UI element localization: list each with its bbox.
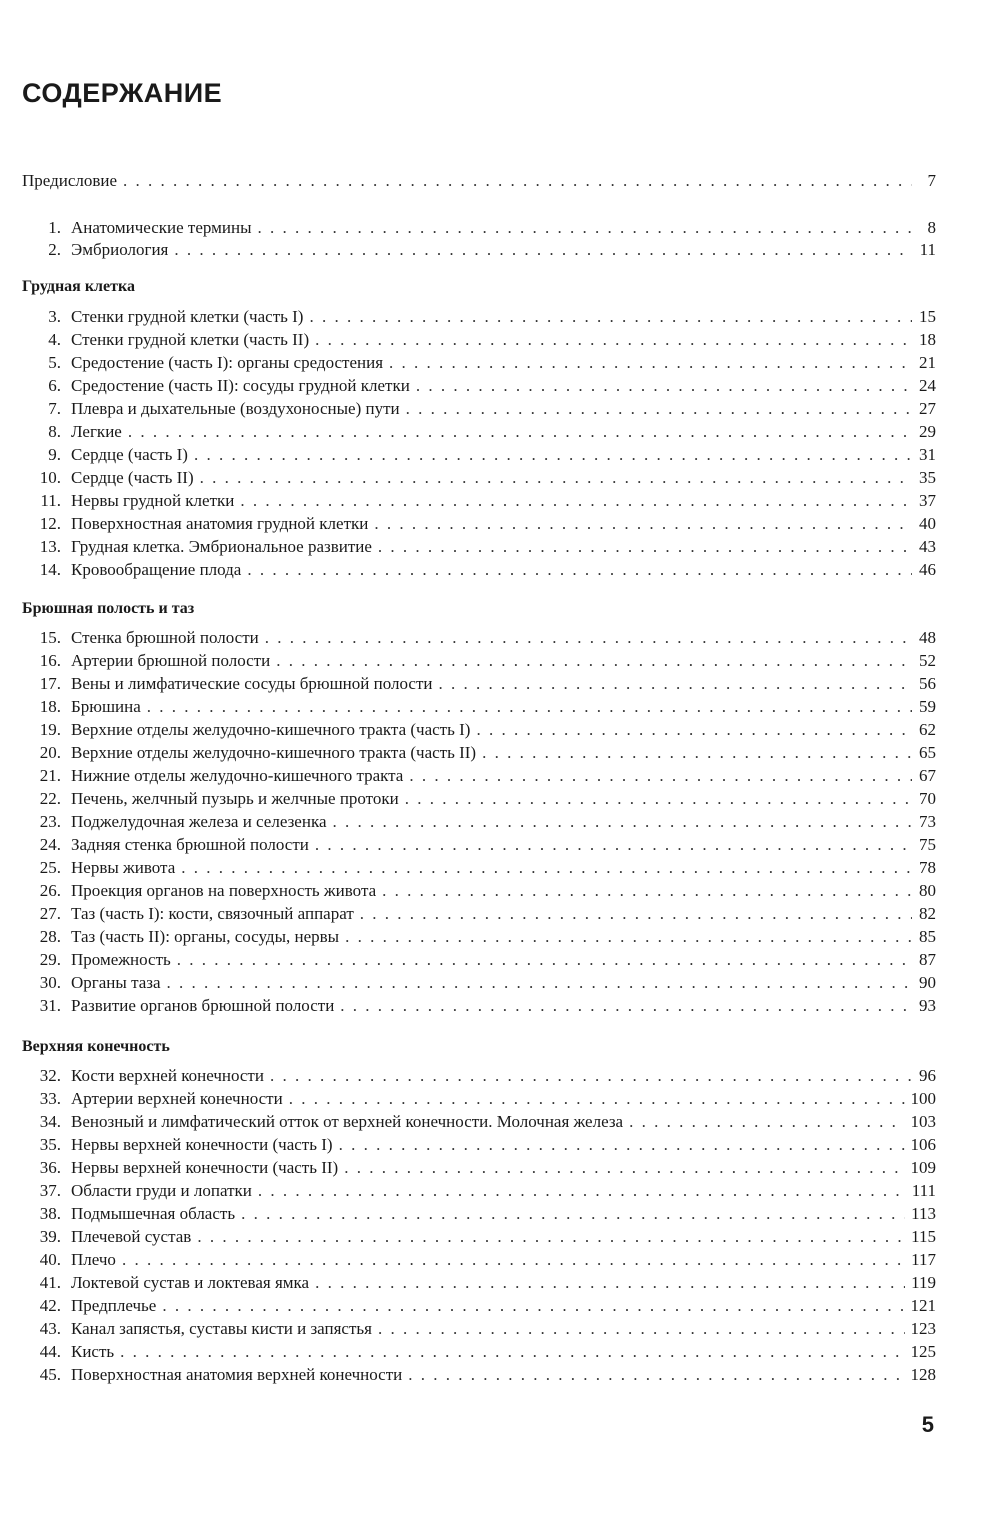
dot-leader <box>315 1271 905 1294</box>
dot-leader <box>476 718 912 741</box>
toc-entry[interactable] <box>22 833 936 856</box>
toc-entry-title: Поджелудочная железа и селезенка <box>71 812 327 831</box>
toc-entry[interactable] <box>22 420 936 443</box>
toc-entry-number: 19. <box>39 720 61 739</box>
dot-leader <box>345 925 912 948</box>
toc-entry-number: 44. <box>39 1342 61 1361</box>
toc-entry-title: Нижние отделы желудочно-кишечного тракта <box>71 766 404 785</box>
toc-entry[interactable] <box>22 1179 936 1202</box>
dot-leader <box>162 1294 904 1317</box>
toc-entry-page: 15 <box>919 307 936 326</box>
toc-entry-page: 29 <box>919 422 936 441</box>
dot-leader <box>378 1317 905 1340</box>
dot-leader <box>482 741 912 764</box>
toc-entry-title: Анатомические термины <box>71 218 252 237</box>
toc-entry-title: Органы таза <box>71 973 161 992</box>
toc-entry-number: 11. <box>40 491 61 510</box>
toc-entry-number: 15. <box>39 628 61 647</box>
toc-entry[interactable] <box>22 672 936 695</box>
toc-entry-title: Грудная клетка. Эмбриональное развитие <box>71 537 372 556</box>
toc-entry-title: Таз (часть II): органы, сосуды, нервы <box>71 927 340 946</box>
toc-entry[interactable] <box>22 238 936 261</box>
toc-entry-page: 11 <box>919 240 936 259</box>
toc-entry[interactable] <box>22 1110 936 1133</box>
toc-entry-title: Кровообращение плода <box>71 560 242 579</box>
toc-entry[interactable] <box>22 856 936 879</box>
toc-entry-number: 12. <box>39 514 61 533</box>
dot-leader <box>382 879 912 902</box>
dot-leader <box>174 238 912 261</box>
toc-entry-number: 7. <box>48 399 61 418</box>
toc-entry[interactable] <box>22 397 936 420</box>
dot-leader <box>167 971 912 994</box>
toc-entry[interactable] <box>22 948 936 971</box>
dot-leader <box>258 1179 906 1202</box>
toc-entry-page: 113 <box>911 1204 936 1223</box>
toc-entry-title: Артерии верхней конечности <box>71 1089 283 1108</box>
toc-entry-number: 22. <box>39 789 61 808</box>
toc-entry-page: 46 <box>919 560 936 579</box>
toc-entry-title: Нервы грудной клетки <box>71 491 235 510</box>
toc-entry-page: 70 <box>919 789 936 808</box>
dot-leader <box>247 558 912 581</box>
toc-entry-title: Легкие <box>71 422 122 441</box>
toc-entry-title: Кости верхней конечности <box>71 1066 264 1085</box>
toc-entry[interactable] <box>22 764 936 787</box>
toc-entry-number: 35. <box>39 1135 61 1154</box>
toc-entry[interactable] <box>22 626 936 649</box>
dot-leader <box>276 649 912 672</box>
toc-entry-page: 59 <box>919 697 936 716</box>
toc-entry-title: Поверхностная анатомия верхней конечности <box>71 1365 403 1384</box>
dot-leader <box>378 535 912 558</box>
toc-entry[interactable] <box>22 1340 936 1363</box>
toc-entry[interactable] <box>22 558 936 581</box>
toc-entry-title: Предплечье <box>71 1296 157 1315</box>
toc-entry-number: 37. <box>39 1181 61 1200</box>
toc-entry-page: 123 <box>910 1319 936 1338</box>
toc-entry-title: Верхние отделы желудочно-кишечного тракта (часть II) <box>71 743 477 762</box>
toc-entry-page: 37 <box>919 491 936 510</box>
toc-entry[interactable] <box>22 351 936 374</box>
toc-entry-number: 6. <box>48 376 61 395</box>
toc-entry-number: 28. <box>39 927 61 946</box>
toc-entry-page: 100 <box>910 1089 936 1108</box>
toc-entry-number: 42. <box>39 1296 61 1315</box>
toc-entry-number: 45. <box>39 1365 61 1384</box>
toc-entry[interactable] <box>22 374 936 397</box>
toc-entry-page: 103 <box>910 1112 936 1131</box>
toc-entry-page: 96 <box>919 1066 936 1085</box>
toc-entry-title: Нервы верхней конечности (часть II) <box>71 1158 339 1177</box>
toc-entry-title: Нервы верхней конечности (часть I) <box>71 1135 333 1154</box>
toc-entry[interactable] <box>22 1248 936 1271</box>
toc-entry-page: 109 <box>910 1158 936 1177</box>
toc-entry-page: 93 <box>919 996 936 1015</box>
toc-entry[interactable] <box>22 787 936 810</box>
toc-entry-number: 2. <box>48 240 61 259</box>
toc-entry[interactable] <box>22 466 936 489</box>
toc-entry-number: 23. <box>39 812 61 831</box>
toc-entry-title: Канал запястья, суставы кисти и запястья <box>71 1319 372 1338</box>
toc-entry-title: Поверхностная анатомия грудной клетки <box>71 514 369 533</box>
dot-leader <box>241 1202 905 1225</box>
toc-entry[interactable] <box>22 718 936 741</box>
dot-leader <box>409 764 912 787</box>
toc-entry-title: Подмышечная область <box>71 1204 236 1223</box>
toc-entry-page: 21 <box>919 353 936 372</box>
toc-entry-number: 39. <box>39 1227 61 1246</box>
toc-entry[interactable] <box>22 443 936 466</box>
toc-entry-page: 128 <box>910 1365 936 1384</box>
toc-entry-number: 5. <box>48 353 61 372</box>
toc-entry[interactable] <box>22 879 936 902</box>
dot-leader <box>408 1363 904 1386</box>
dot-leader <box>629 1110 904 1133</box>
dot-leader <box>177 948 912 971</box>
dot-leader <box>258 216 912 239</box>
dot-leader <box>240 489 912 512</box>
section-heading: Брюшная полость и таз <box>22 600 195 617</box>
toc-entry-title: Промежность <box>71 950 171 969</box>
toc-entry-title: Стенки грудной клетки (часть I) <box>71 307 304 326</box>
toc-entry-page: 43 <box>919 537 936 556</box>
dot-leader <box>315 328 912 351</box>
toc-entry[interactable] <box>22 305 936 328</box>
toc-entry-title: Плечевой сустав <box>71 1227 192 1246</box>
toc-entry-number: 34. <box>39 1112 61 1131</box>
toc-entry-number: 1. <box>48 218 61 237</box>
dot-leader <box>265 626 912 649</box>
toc-entry-number: 32. <box>39 1066 61 1085</box>
toc-entry-number: 40. <box>39 1250 61 1269</box>
dot-leader <box>123 169 912 192</box>
toc-entry[interactable] <box>22 649 936 672</box>
toc-entry-page: 75 <box>919 835 936 854</box>
toc-entry-title: Проекция органов на поверхность живота <box>71 881 377 900</box>
section-heading: Верхняя конечность <box>22 1038 170 1055</box>
dot-leader <box>289 1087 905 1110</box>
toc-entry-page: 40 <box>919 514 936 533</box>
toc-entry-number: 14. <box>39 560 61 579</box>
dot-leader <box>194 443 912 466</box>
toc-entry-number: 17. <box>39 674 61 693</box>
toc-entry-page: 56 <box>919 674 936 693</box>
toc-entry-title: Брюшина <box>71 697 141 716</box>
dot-leader <box>340 994 912 1017</box>
dot-leader <box>122 1248 905 1271</box>
toc-entry-number: 10. <box>39 468 61 487</box>
toc-entry-number: 21. <box>39 766 61 785</box>
toc-entry[interactable] <box>22 1087 936 1110</box>
toc-entry-number: 16. <box>39 651 61 670</box>
toc-entry-number: 36. <box>39 1158 61 1177</box>
toc-entry-page: 125 <box>910 1342 936 1361</box>
toc-entry-number: 27. <box>39 904 61 923</box>
toc-entry-number: 20. <box>39 743 61 762</box>
toc-entry[interactable] <box>22 994 936 1017</box>
toc-entry-title: Развитие органов брюшной полости <box>71 996 335 1015</box>
toc-entry[interactable] <box>22 1156 936 1179</box>
toc-entry[interactable] <box>22 328 936 351</box>
dot-leader <box>416 374 912 397</box>
toc-entry-number: 9. <box>48 445 61 464</box>
toc-entry[interactable] <box>22 1317 936 1340</box>
toc-entry-number: 3. <box>48 307 61 326</box>
dot-leader <box>181 856 912 879</box>
toc-entry-page: 24 <box>919 376 936 395</box>
dot-leader <box>374 512 912 535</box>
dot-leader <box>406 397 912 420</box>
toc-entry-page: 7 <box>927 171 936 190</box>
toc-entry-title: Предисловие <box>22 171 118 190</box>
toc-entry-number: 29. <box>39 950 61 969</box>
dot-leader <box>438 672 912 695</box>
toc-entry-page: 67 <box>919 766 936 785</box>
toc-entry-title: Сердце (часть I) <box>71 445 188 464</box>
toc-entry-number: 41. <box>39 1273 61 1292</box>
toc-entry-title: Верхние отделы желудочно-кишечного тракта (часть I) <box>71 720 471 739</box>
toc-entry-number: 25. <box>39 858 61 877</box>
toc-entry-title: Венозный и лимфатический отток от верхней конечности. Молочная железа <box>71 1112 624 1131</box>
page-title: СОДЕРЖАНИЕ <box>22 78 223 108</box>
toc-entry-title: Печень, желчный пузырь и желчные протоки <box>71 789 399 808</box>
toc-entry[interactable] <box>22 695 936 718</box>
toc-entry-title: Стенки грудной клетки (часть II) <box>71 330 310 349</box>
toc-entry-page: 78 <box>919 858 936 877</box>
toc-entry-page: 52 <box>919 651 936 670</box>
toc-entry-title: Плевра и дыхательные (воздухоносные) пути <box>71 399 400 418</box>
toc-entry-number: 8. <box>48 422 61 441</box>
toc-entry[interactable] <box>22 512 936 535</box>
toc-entry-title: Таз (часть I): кости, связочный аппарат <box>71 904 354 923</box>
toc-entry-page: 8 <box>927 218 936 237</box>
toc-entry-title: Вены и лимфатические сосуды брюшной полости <box>71 674 433 693</box>
toc-entry[interactable] <box>22 1294 936 1317</box>
toc-entry[interactable] <box>22 1363 936 1386</box>
dot-leader <box>389 351 912 374</box>
dot-leader <box>344 1156 904 1179</box>
toc-entry-page: 62 <box>919 720 936 739</box>
toc-entry-title: Кисть <box>71 1342 115 1361</box>
toc-entry-number: 24. <box>39 835 61 854</box>
toc-entry-number: 13. <box>39 537 61 556</box>
toc-entry-preface[interactable] <box>22 169 936 192</box>
toc-entry-page: 80 <box>919 881 936 900</box>
toc-entry-page: 31 <box>919 445 936 464</box>
toc-entry-title: Сердце (часть II) <box>71 468 194 487</box>
toc-entry-number: 43. <box>39 1319 61 1338</box>
toc-entry[interactable] <box>22 971 936 994</box>
toc-entry-page: 121 <box>910 1296 936 1315</box>
toc-entry[interactable] <box>22 535 936 558</box>
toc-entry-page: 90 <box>919 973 936 992</box>
toc-entry-page: 48 <box>919 628 936 647</box>
toc-entry-title: Области груди и лопатки <box>71 1181 252 1200</box>
toc-entry-title: Средостение (часть I): органы средостения <box>71 353 384 372</box>
dot-leader <box>405 787 912 810</box>
toc-entry-number: 4. <box>48 330 61 349</box>
toc-entry[interactable] <box>22 1064 936 1087</box>
toc-entry[interactable] <box>22 1225 936 1248</box>
toc-entry-title: Нервы живота <box>71 858 176 877</box>
dot-leader <box>120 1340 904 1363</box>
toc-entry-title: Артерии брюшной полости <box>71 651 271 670</box>
toc-entry[interactable] <box>22 1271 936 1294</box>
toc-entry-page: 106 <box>910 1135 936 1154</box>
page-number: 5 <box>921 1412 934 1437</box>
toc-entry-number: 38. <box>39 1204 61 1223</box>
toc-entry-page: 115 <box>911 1227 936 1246</box>
toc-entry-title: Стенка брюшной полости <box>71 628 259 647</box>
toc-entry-number: 30. <box>39 973 61 992</box>
toc-entry[interactable] <box>22 741 936 764</box>
dot-leader <box>315 833 912 856</box>
toc-entry-page: 73 <box>919 812 936 831</box>
section-heading: Грудная клетка <box>22 278 135 295</box>
toc-entry-page: 87 <box>919 950 936 969</box>
toc-entry[interactable] <box>22 216 936 239</box>
toc-entry-page: 65 <box>919 743 936 762</box>
toc-entry-page: 111 <box>911 1181 936 1200</box>
dot-leader <box>200 466 912 489</box>
toc-entry-title: Средостение (часть II): сосуды грудной клетки <box>71 376 410 395</box>
dot-leader <box>270 1064 912 1087</box>
toc-entry-number: 31. <box>39 996 61 1015</box>
toc-entry[interactable] <box>22 1133 936 1156</box>
toc-entry[interactable] <box>22 925 936 948</box>
dot-leader <box>360 902 912 925</box>
toc-entry[interactable] <box>22 810 936 833</box>
toc-entry-number: 18. <box>39 697 61 716</box>
toc-entry-page: 18 <box>919 330 936 349</box>
toc-entry[interactable] <box>22 902 936 925</box>
toc-entry-page: 85 <box>919 927 936 946</box>
dot-leader <box>309 305 912 328</box>
toc-entry-title: Эмбриология <box>71 240 169 259</box>
toc-entry-page: 82 <box>919 904 936 923</box>
dot-leader <box>333 810 913 833</box>
toc-entry-title: Задняя стенка брюшной полости <box>71 835 309 854</box>
dot-leader <box>339 1133 905 1156</box>
dot-leader <box>147 695 912 718</box>
dot-leader <box>197 1225 905 1248</box>
toc-entry-title: Локтевой сустав и локтевая ямка <box>71 1273 310 1292</box>
toc-entry[interactable] <box>22 1202 936 1225</box>
dot-leader <box>128 420 912 443</box>
toc-entry-page: 117 <box>911 1250 936 1269</box>
toc-entry-page: 119 <box>911 1273 936 1292</box>
toc-entry-page: 35 <box>919 468 936 487</box>
toc-entry-title: Плечо <box>71 1250 116 1269</box>
toc-entry-page: 27 <box>919 399 936 418</box>
toc-entry-number: 33. <box>39 1089 61 1108</box>
toc-entry-number: 26. <box>39 881 61 900</box>
toc-entry[interactable] <box>22 489 936 512</box>
